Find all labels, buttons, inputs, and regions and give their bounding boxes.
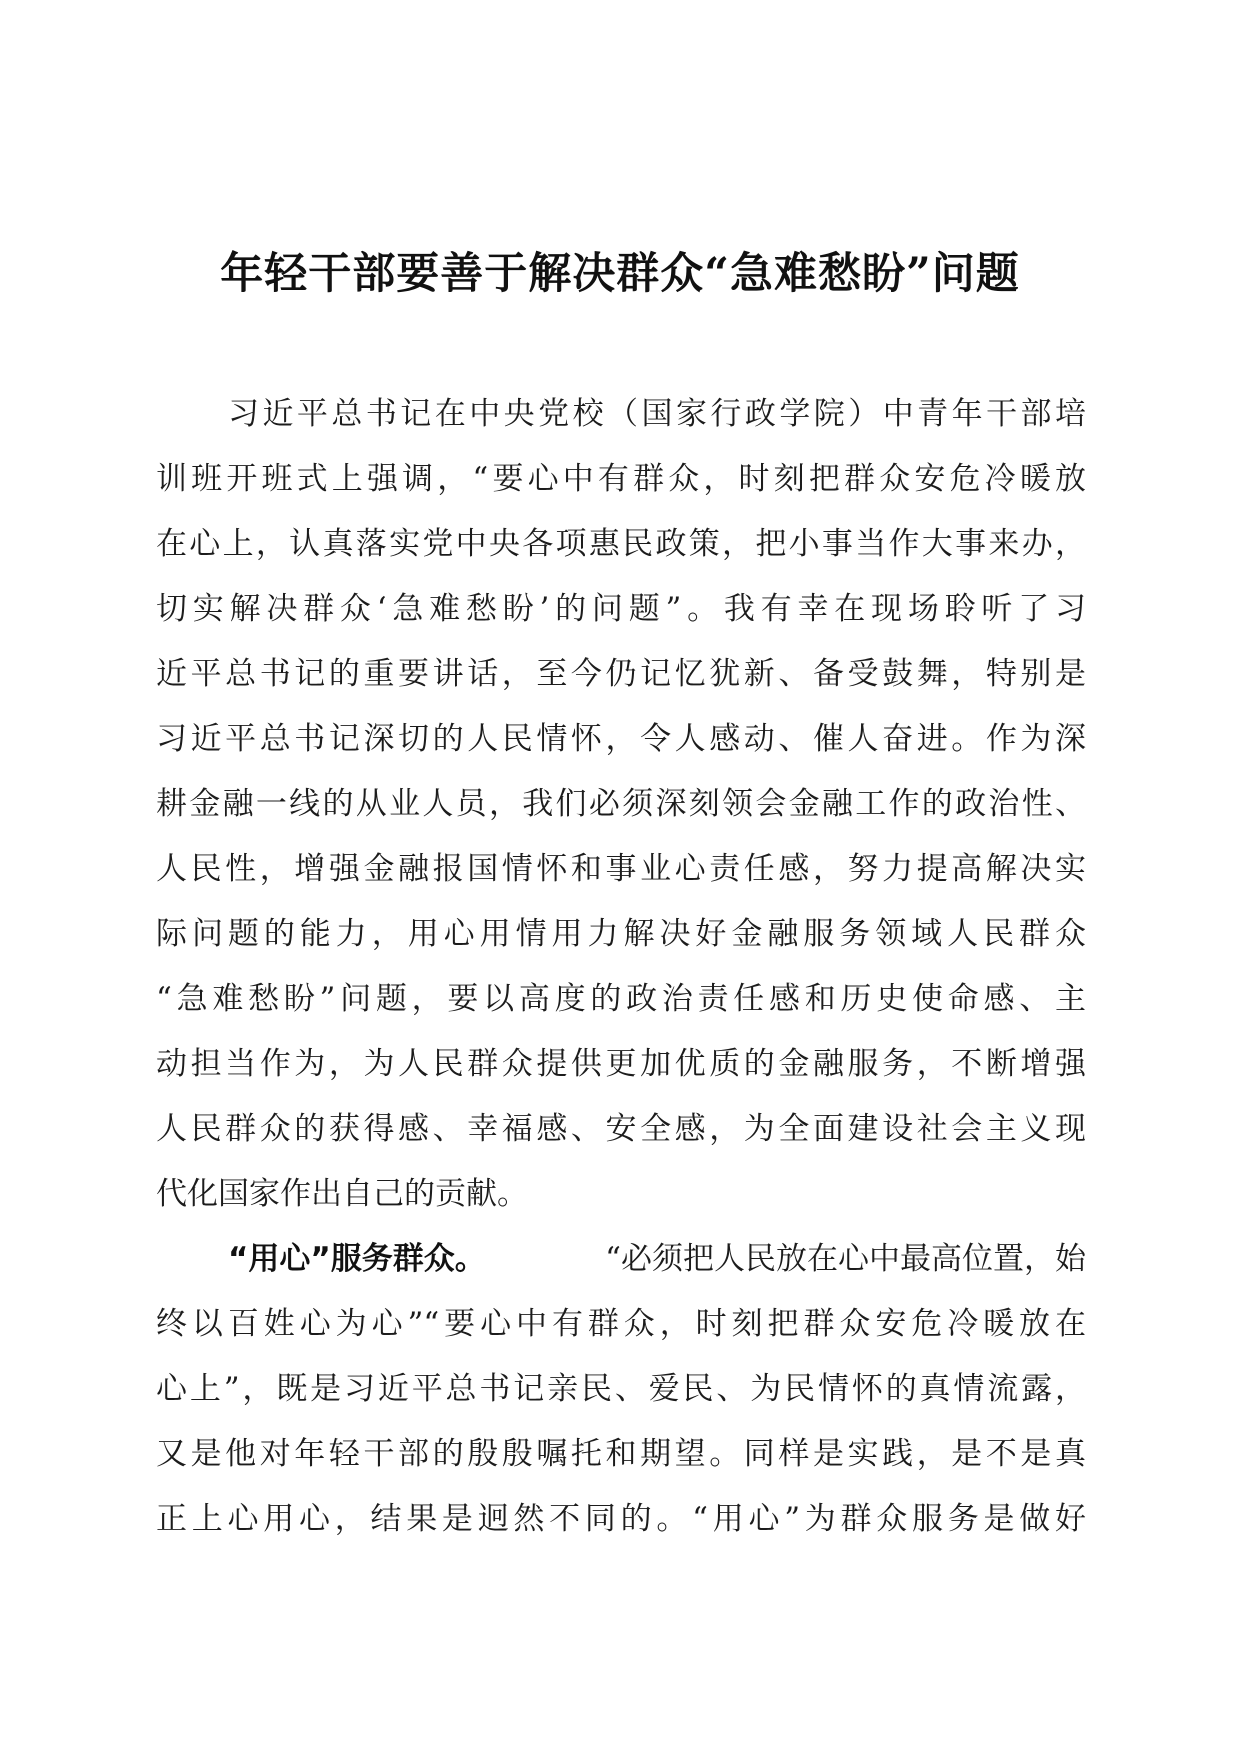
paragraph-1-line-13: 代化国家作出自己的贡献。 bbox=[156, 1176, 528, 1212]
paragraph-1-line-1: 习近平总书记在中央党校（国家行政学院）中青年干部培 bbox=[228, 396, 1086, 432]
paragraph-1-line-6: 习近平总书记深切的人民情怀，令人感动、催人奋进。作为深 bbox=[156, 721, 1086, 757]
paragraph-1-line-5: 近平总书记的重要讲话，至今仍记忆犹新、备受鼓舞，特别是 bbox=[156, 656, 1086, 692]
paragraph-2-lead-heading: “用心”服务群众。 bbox=[228, 1241, 486, 1277]
paragraph-2-line-5: 正上心用心，结果是迥然不同的。“用心”为群众服务是做好 bbox=[156, 1501, 1086, 1537]
paragraph-2-line-3: 心上”，既是习近平总书记亲民、爱民、为民情怀的真情流露， bbox=[156, 1371, 1086, 1407]
paragraph-1-line-9: 际问题的能力，用心用情用力解决好金融服务领域人民群众 bbox=[156, 916, 1086, 952]
paragraph-1-line-12: 人民群众的获得感、幸福感、安全感，为全面建设社会主义现 bbox=[156, 1111, 1086, 1147]
paragraph-2-line-4: 又是他对年轻干部的殷殷嘱托和期望。同样是实践，是不是真 bbox=[156, 1436, 1086, 1472]
paragraph-1-line-4: 切实解决群众‘急难愁盼’的问题”。我有幸在现场聆听了习 bbox=[156, 591, 1086, 627]
paragraph-1-line-11: 动担当作为，为人民群众提供更加优质的金融服务，不断增强 bbox=[156, 1046, 1086, 1082]
document-title: 年轻干部要善于解决群众“急难愁盼”问题 bbox=[220, 249, 1020, 299]
paragraph-2-line-2: 终以百姓心为心”“要心中有群众，时刻把群众安危冷暖放在 bbox=[156, 1306, 1086, 1342]
paragraph-2-line-1-text: “必须把人民放在心中最高位置，始 bbox=[605, 1241, 1086, 1277]
document-body bbox=[156, 382, 1086, 1552]
paragraph-1-line-10: “急难愁盼”问题，要以高度的政治责任感和历史使命感、主 bbox=[156, 981, 1086, 1017]
paragraph-1-line-2: 训班开班式上强调，“要心中有群众，时刻把群众安危冷暖放 bbox=[156, 461, 1086, 497]
paragraph-2-line-1 bbox=[156, 1227, 1086, 1292]
paragraph-1-line-8: 人民性，增强金融报国情怀和事业心责任感，努力提高解决实 bbox=[156, 851, 1086, 887]
paragraph-1-line-7: 耕金融一线的从业人员，我们必须深刻领会金融工作的政治性、 bbox=[156, 786, 1086, 822]
paragraph-1-line-3: 在心上，认真落实党中央各项惠民政策，把小事当作大事来办， bbox=[156, 526, 1086, 562]
